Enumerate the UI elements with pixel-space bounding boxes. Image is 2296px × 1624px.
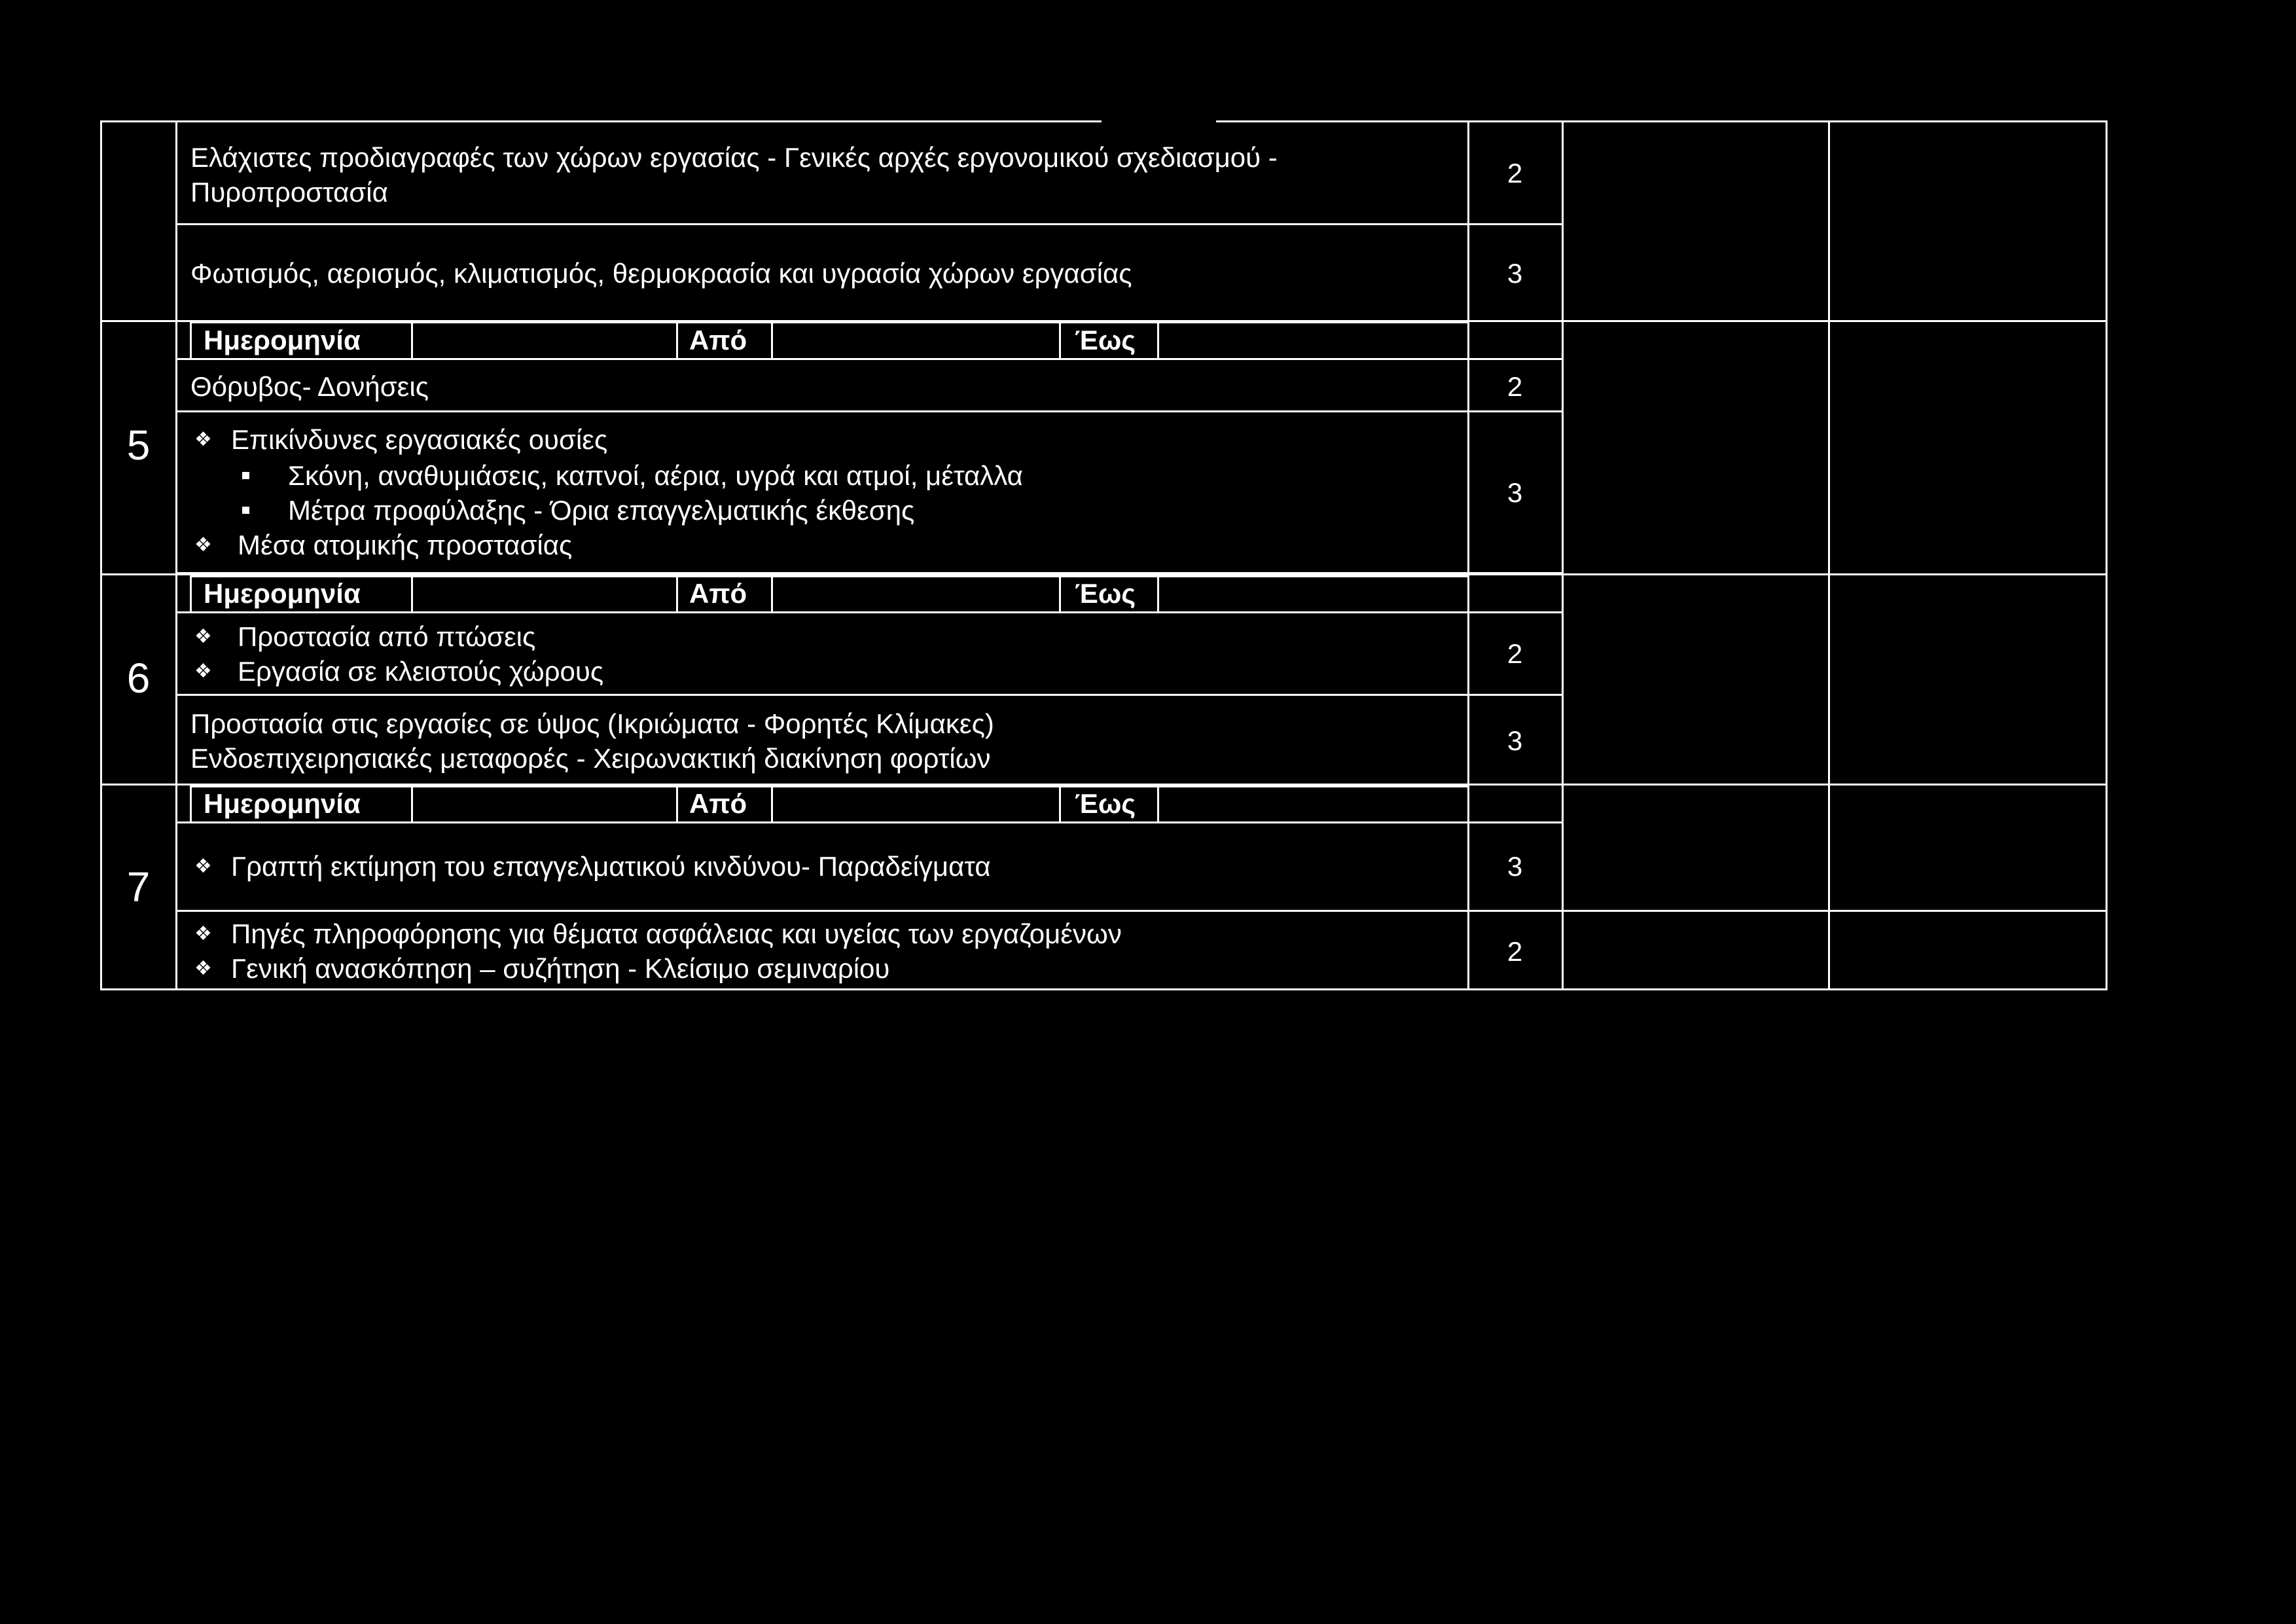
diamond-bullet-icon: ❖ <box>194 534 212 556</box>
topic-text: Ενδοεπιχειρησιακές μεταφορές - Χειρωνακτική διακίνηση φορτίων <box>190 743 991 774</box>
topic-text: Επικίνδυνες εργασιακές ουσίες <box>231 424 608 455</box>
square-bullet-icon <box>242 507 249 514</box>
col-divider <box>1562 120 1564 990</box>
date-row-top <box>190 321 1467 323</box>
date-row-cell <box>676 575 678 611</box>
topic-text: Πηγές πληροφόρησης για θέματα ασφάλειας και υγείας των εργαζομένων <box>231 918 1122 949</box>
date-row-cell <box>411 575 413 611</box>
date-row-cell <box>1157 575 1159 611</box>
col-divider <box>2106 120 2108 990</box>
session-number: 5 <box>126 422 151 469</box>
topic-text: Προστασία από πτώσεις <box>238 621 536 652</box>
topic-text: Φωτισμός, αερισμός, κλιματισμός, θερμοκρασία και υγρασία χώρων εργασίας <box>190 258 1132 289</box>
hours-value: 2 <box>1507 638 1523 669</box>
date-row-cell <box>1059 321 1061 358</box>
diamond-bullet-icon: ❖ <box>194 429 212 450</box>
topic-text: Εργασία σε κλειστούς χώρους <box>238 656 604 687</box>
from-label: Από <box>689 325 747 355</box>
date-row-cell <box>190 575 192 611</box>
hours-value: 3 <box>1507 477 1523 508</box>
date-row-cell <box>1059 575 1061 611</box>
date-row-cell <box>1157 321 1159 358</box>
date-row-top <box>190 575 1467 577</box>
date-row-cell <box>771 321 773 358</box>
session-number: 6 <box>126 655 151 702</box>
table-bottom-border <box>100 988 2108 990</box>
date-row-cell <box>190 785 192 821</box>
session-number: 7 <box>126 863 151 911</box>
hours-value: 2 <box>1507 936 1523 967</box>
row-divider <box>175 910 2108 912</box>
hours-value: 2 <box>1507 158 1523 189</box>
date-label: Ημερομηνία <box>204 325 361 355</box>
topic-text: Προστασία στις εργασίες σε ύψος (Ικριώματα - Φορητές Κλίμακες) <box>190 708 994 739</box>
table-top-border <box>100 120 1102 122</box>
diamond-bullet-icon: ❖ <box>194 856 212 877</box>
col-divider <box>1828 120 1830 990</box>
to-label: Έως <box>1075 578 1136 609</box>
table-top-border <box>1216 120 2108 122</box>
date-row-cell <box>411 785 413 821</box>
hours-value: 2 <box>1507 371 1523 402</box>
date-label: Ημερομηνία <box>204 578 361 609</box>
hours-value: 3 <box>1507 258 1523 289</box>
row-divider <box>175 694 1562 696</box>
topic-text: Μέσα ατομικής προστασίας <box>238 530 573 560</box>
from-label: Από <box>689 788 747 819</box>
col-divider <box>100 120 102 990</box>
row-divider <box>175 611 1562 613</box>
diamond-bullet-icon: ❖ <box>194 958 212 979</box>
diamond-bullet-icon: ❖ <box>194 626 212 647</box>
topic-text: Πυροπροστασία <box>190 177 388 208</box>
date-row-cell <box>676 785 678 821</box>
from-label: Από <box>689 578 747 609</box>
hours-value: 3 <box>1507 851 1523 882</box>
topic-text: Ελάχιστες προδιαγραφές των χώρων εργασίας - Γενικές αρχές εργονομικού σχεδιασμού - <box>190 142 1278 173</box>
date-row-cell <box>1059 785 1061 821</box>
date-row-cell <box>190 321 192 358</box>
date-row-cell <box>411 321 413 358</box>
topic-text: Γραπτή εκτίμηση του επαγγελματικού κινδύνου- Παραδείγματα <box>231 851 991 882</box>
date-row-top <box>190 785 1467 787</box>
hours-value: 3 <box>1507 725 1523 756</box>
date-row-cell <box>1157 785 1159 821</box>
date-row-cell <box>771 575 773 611</box>
topic-text: Θόρυβος- Δονήσεις <box>190 371 429 402</box>
topic-text: Μέτρα προφύλαξης - Όρια επαγγελματικής έκθεσης <box>288 495 915 526</box>
date-label: Ημερομηνία <box>204 788 361 819</box>
row-divider <box>175 223 1562 225</box>
date-row-cell <box>676 321 678 358</box>
col-divider <box>175 120 177 990</box>
to-label: Έως <box>1075 325 1136 355</box>
row-divider <box>175 821 1562 823</box>
row-divider <box>175 358 1562 360</box>
square-bullet-icon <box>242 472 249 479</box>
date-row-cell <box>771 785 773 821</box>
topic-text: Γενική ανασκόπηση – συζήτηση - Κλείσιμο σεμιναρίου <box>231 953 890 984</box>
diamond-bullet-icon: ❖ <box>194 923 212 945</box>
row-divider <box>175 410 1562 412</box>
topic-text: Σκόνη, αναθυμιάσεις, καπνοί, αέρια, υγρά και ατμοί, μέταλλα <box>288 460 1023 491</box>
to-label: Έως <box>1075 788 1136 819</box>
diamond-bullet-icon: ❖ <box>194 660 212 682</box>
